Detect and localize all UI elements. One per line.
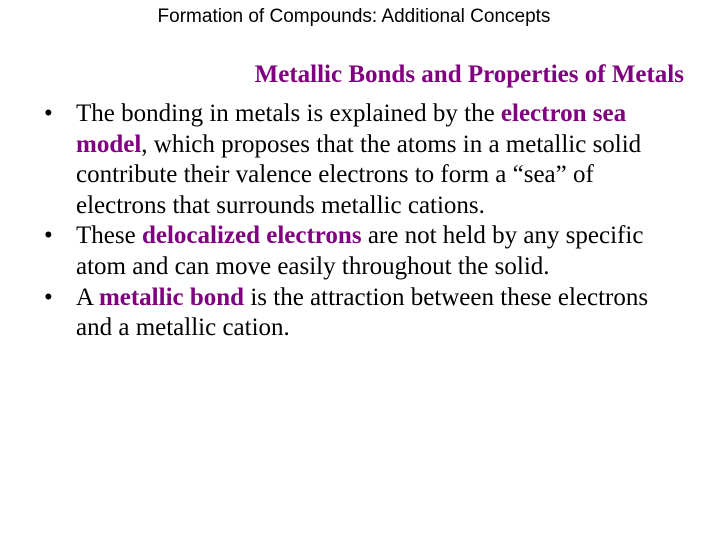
bullet-text: are not held by any specific atom and can move easily throughout the solid. bbox=[76, 222, 644, 280]
bullet-item bbox=[40, 283, 680, 344]
bullet-item bbox=[40, 221, 680, 282]
bullet-dot-icon: • bbox=[44, 222, 53, 250]
bullet-dot-icon: • bbox=[44, 100, 53, 127]
keyword-electron-sea-model: electron sea model bbox=[76, 100, 627, 158]
bullet-item bbox=[40, 99, 680, 221]
header-title: Formation of Compounds: Additional Concepts bbox=[157, 6, 551, 27]
bullet-text: A bbox=[76, 283, 99, 311]
bullet-text: is the attraction between these electrons and a metallic cation. bbox=[76, 283, 649, 342]
keyword-metallic-bond: metallic bond bbox=[98, 283, 245, 311]
bullet-text: The bonding in metals is explained by the bbox=[76, 100, 501, 127]
bullet-text: , which proposes that the atoms in a metallic solid contribute their valence electrons to form a “sea” of electrons that surrounds metallic cations. bbox=[76, 130, 642, 219]
bullet-text: These bbox=[76, 222, 142, 250]
section-heading: Metallic Bonds and Properties of Metals bbox=[254, 61, 684, 88]
bullet-dot-icon: • bbox=[44, 283, 53, 311]
keyword-delocalized-electrons: delocalized electrons bbox=[141, 222, 362, 250]
bullet-list bbox=[40, 99, 680, 344]
